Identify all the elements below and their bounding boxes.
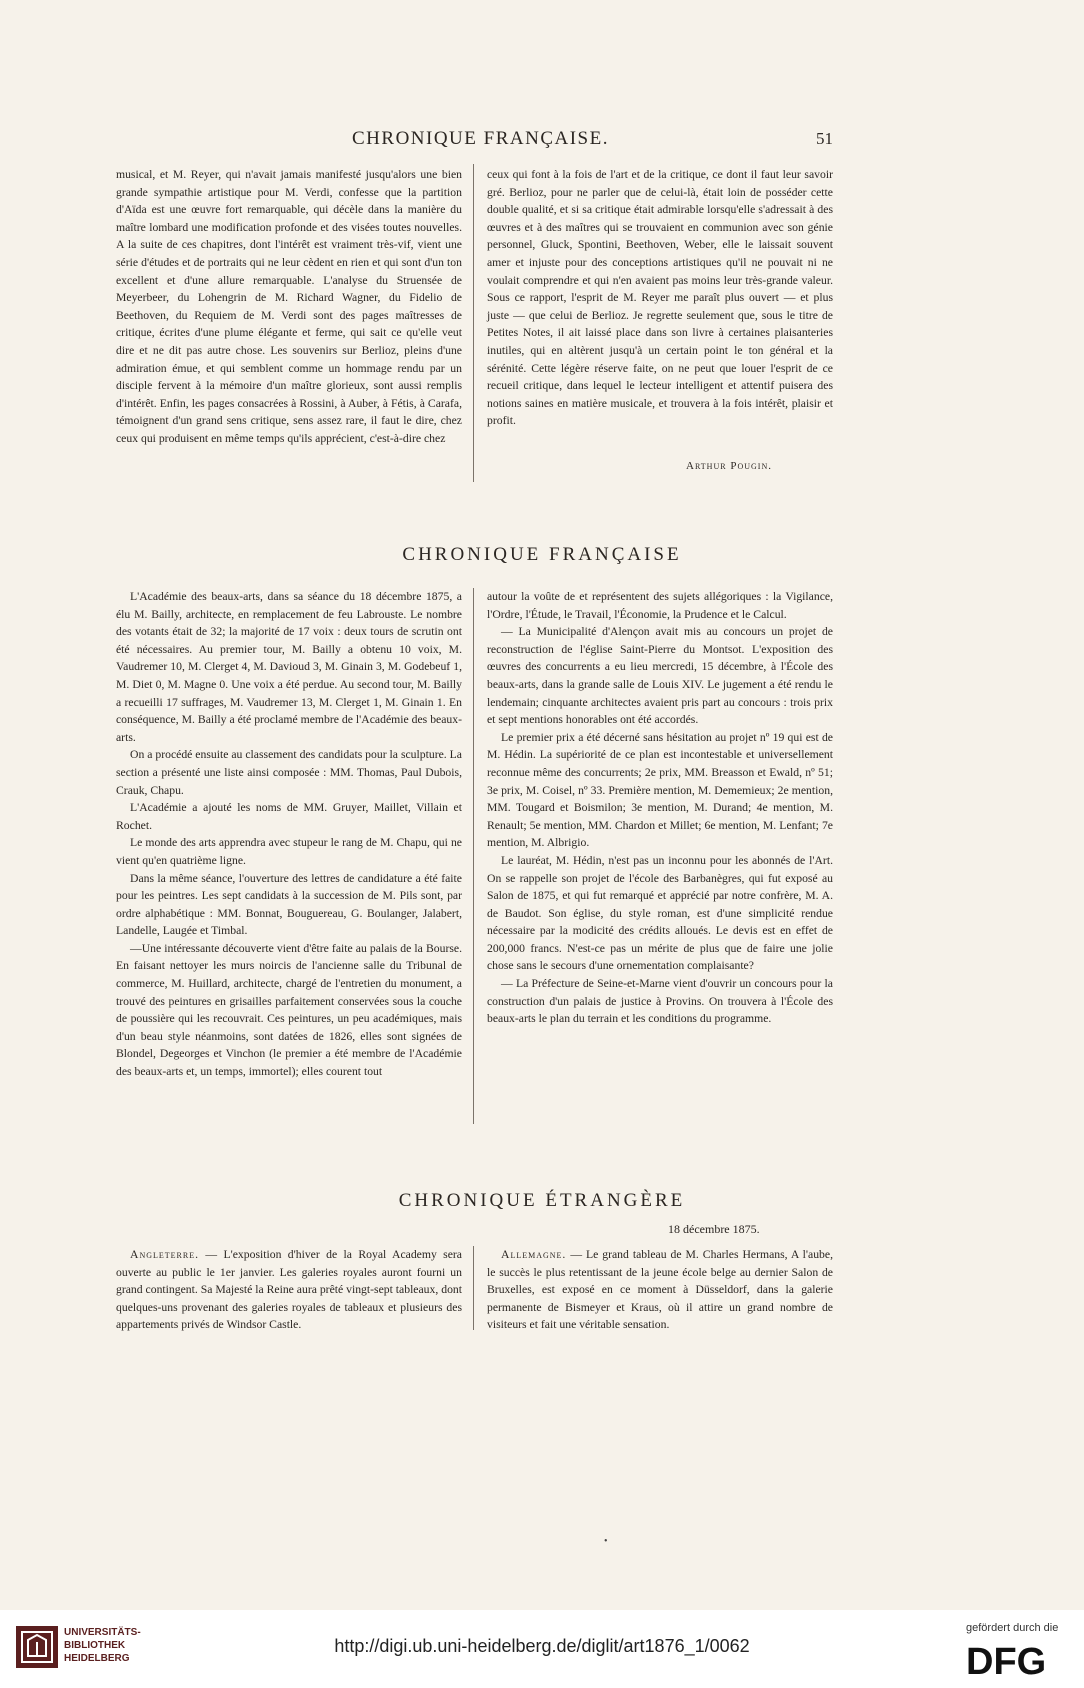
country-lead: Allemagne. xyxy=(501,1248,567,1261)
paragraph: On a procédé ensuite au classement des candidats pour la sculpture. La section a présenté une liste ainsi composée : MM. Thomas, Paul Dubois, Crauk, Chapu. xyxy=(116,748,462,797)
top-right-text: ceux qui font à la fois de l'art et de la critique, ce dont il faut leur savoir gré. Berlioz, pour ne parler que de celui-là, était loin de posséder cette double qualité, et si sa critique était admirable lorsqu'elle s'adressait à des œuvres et à des maîtres qui se trouvaient en communion avec son génie personnel, Gluck, Spontini, Beethoven, Weber, elle le laissait souvent amer et injuste pour des conceptions artistiques qu'il ne pouvait ni ne voulait comprendre et qui n'en avaient pas moins leur très-grande valeur. Sous ce rapport, l'esprit de M. Reyer me paraît plus ouvert — et plus juste — que celui de Berlioz. Je regrette seulement que, sous le titre de Petites Notes, il ait laissé place dans son livre à certaines plaisanteries inutiles, qui en altèrent jusqu'à un certain point le ton général et la sérénité. Cette légère réserve faite, on ne peut que louer l'esprit de ce recueil critique, dans lequel le lecteur intelligent et attentif puisera des notions saines en matière musicale, et trouvera à la fois intérêt, plaisir et profit. xyxy=(487,168,833,428)
paragraph-text: — L'exposition d'hiver de la Royal Academy sera ouverte au public le 1er janvier. Les galeries royales auront fourni un grand contingent. Sa Majesté la Reine aura prêté vingt-sept tableaux, dont quelques-uns provenant des galeries royales de tableaux et plusieurs des appartements privés de Windsor Castle. xyxy=(116,1248,462,1332)
digitization-footer xyxy=(0,1610,1084,1688)
paragraph: L'Académie des beaux-arts, dans sa séance du 18 décembre 1875, a élu M. Bailly, architecte, en remplacement de feu Labrouste. Le nombre des votants était de 32; la majorité de 17 voix : deux tours de scrutin ont été nécessaires. Au premier tour, M. Bailly a obtenu 10 voix, M. Vaudremer 10, M. Clerget 4, M. Davioud 3, M. Ginain 3, M. Godebeuf 1, M. Diet 0, M. Magne 0. Une voix a été perdue. Au second tour, M. Bailly a recueilli 17 suffrages, M. Vaudremer 13, M. Clerget 1, M. Ginain 1. En conséquence, M. Bailly a été proclamé membre de l'Académie des beaux-arts. xyxy=(116,590,462,744)
paragraph: Le lauréat, M. Hédin, n'est pas un inconnu pour les abonnés de l'Art. On se rappelle son projet de l'école des Barbanègres, qui fut exposé au Salon de 1875, et qui fut remarqué et apprécié par notre confrère, M. A. de Baudot. Son église, du style roman, est d'une simplicité rendue nécessaire par la modicité des crédits alloués. Le devis est en effet de 200,000 francs. N'est-ce pas un mérite de plus que de faire une jolie chose sans le secours d'une ornementation complaisante? xyxy=(487,853,833,973)
paragraph: — La Municipalité d'Alençon avait mis au concours un projet de reconstruction de l'église Saint-Pierre du Montsot. L'exposition des œuvres des concurrents a eu lieu mercredi, 15 décembre, à l'École des beaux-arts, dans la grande salle de Louis XIV. Le jugement a été rendu le lendemain; cinquante architectes avaient pris part au concours : trois prix et sept mentions honorables ont été accordés. xyxy=(487,625,833,727)
paragraph xyxy=(487,1246,833,1334)
country-lead: Angleterre. xyxy=(130,1248,200,1261)
etrangere-left-column xyxy=(116,1246,462,1334)
library-line: HEIDELBERG xyxy=(64,1653,130,1664)
paragraph-text: — Le grand tableau de M. Charles Hermans, A l'aube, le succès le plus retentissant de la jeune école belge au dernier Salon de Bruxelles, est exposé en ce moment à Düsseldorf, dans la galerie permanente de Bismeyer et Kraus, où il attire un grand nombre de visiteurs et fait une véritable sensation. xyxy=(487,1248,833,1332)
top-left-text: musical, et M. Reyer, qui n'avait jamais manifesté jusqu'alors une bien grande sympathie artistique pour M. Verdi, confesse que la partition d'Aïda est une œuvre fort remarquable, qui décèle dans la manière du maître lombard une modification profonde et des visées toutes nouvelles. A la suite de ces chapitres, dont l'intérêt est vraiment très-vif, vient une série d'études et de portraits qui ne leur cèdent en rien et qui sont d'un ton excellent et d'une allure remarquable. L'analyse du Struensée de Meyerbeer, du Lohengrin de M. Richard Wagner, du Fidelio de Beethoven, du Requiem de M. Verdi sont des pages maîtresses de critique, écrites d'une plume élégante et ferme, qui sait ce qu'elle veut dire et ne dit pas autre chose. Les souvenirs sur Berlioz, pleins d'une admiration émue, et qui semblent comme un hommage rendu par un disciple fervent à la mémoire d'un maître glorieux, sont aussi remplis d'intérêt. Enfin, les pages consacrées à Rossini, à Auber, à Fétis, à Carafa, témoignent d'un grand sens critique, sens assez rare, il faut le dire, chez ceux qui produisent en même temps qu'ils apprécient, c'est-à-dire chez xyxy=(116,168,462,445)
dfg-logo-text: DFG xyxy=(966,1641,1047,1680)
paragraph: Le monde des arts apprendra avec stupeur le rang de M. Chapu, qui ne vient qu'en quatrième ligne. xyxy=(116,836,462,867)
paragraph: Dans la même séance, l'ouverture des lettres de candidature a été faite pour les peintres. Les sept candidats à la succession de M. Pils sont, par ordre alphabétique : MM. Bonnat, Bouguereau, G. Boulanger, Jalabert, Landelle, Laugée et Timbal. xyxy=(116,871,462,938)
top-left-column xyxy=(116,166,462,448)
paragraph: Le premier prix a été décerné sans hésitation au projet nº 19 qui est de M. Hédin. La supériorité de ce plan est incontestable et universellement reconnue même des concurrents; 2e prix, MM. Breasson et Ewald, nº 51; 3e prix, M. Coisel, nº 33. Première mention, M. Dememieux; 2e mention, MM. Tougard et Boismilon; 3e mention, M. Durand; 4e mention, M. Renault; 5e mention, MM. Chardon et Millet; 6e mention, M. Lenfant; 7e mention, M. Albrigio. xyxy=(487,730,833,850)
library-line: UNIVERSITÄTS- xyxy=(64,1627,141,1638)
running-title: CHRONIQUE FRANÇAISE. xyxy=(352,128,609,149)
page-number: 51 xyxy=(816,129,833,148)
paragraph xyxy=(116,1246,462,1334)
paragraph: L'Académie a ajouté les noms de MM. Gruyer, Maillet, Villain et Rochet. xyxy=(116,801,462,832)
dfg-logo-icon xyxy=(964,1640,1074,1680)
paragraph: autour la voûte de et représentent des sujets allégoriques : la Vigilance, l'Ordre, l'Étude, le Travail, l'Économie, la Prudence et le Calcul. xyxy=(487,590,833,621)
running-head xyxy=(0,128,1084,152)
paragraph: — La Préfecture de Seine-et-Marne vient d'ouvrir un concours pour la construction d'un palais de justice à Provins. On trouvera à l'École des beaux-arts le plan du terrain et les conditions du programme. xyxy=(487,977,833,1026)
francaise-left-column xyxy=(116,588,462,1081)
top-right-column xyxy=(487,166,833,430)
ink-speck: • xyxy=(604,1536,608,1547)
permalink-url[interactable]: http://digi.ub.uni-heidelberg.de/diglit/art1876_1/0062 xyxy=(334,1636,750,1656)
column-divider xyxy=(473,1246,474,1330)
column-divider xyxy=(473,588,474,1124)
francaise-right-column xyxy=(487,588,833,1028)
dateline: 18 décembre 1875. xyxy=(668,1222,760,1236)
library-line: BIBLIOTHEK xyxy=(64,1640,126,1651)
funded-by-label: gefördert durch die xyxy=(966,1622,1059,1634)
column-divider xyxy=(473,164,474,482)
section-title-etrangere: CHRONIQUE ÉTRANGÈRE xyxy=(398,1190,686,1211)
author-signature: Arthur Pougin. xyxy=(686,460,772,472)
section-title-francaise: CHRONIQUE FRANÇAISE xyxy=(402,544,682,565)
paragraph: —Une intéressante découverte vient d'être faite au palais de la Bourse. En faisant nettoyer les murs noircis de l'ancienne salle du Tribunal de commerce, M. Huillard, architecte, chargé de l'entretien du monument, a trouvé des peintures en grisailles parfaitement conservées sous la couche de poussière qui les recouvrait. Ces peintures, un peu académiques, mais d'un beau style néanmoins, sont datées de 1826, elles sont signées de Blondel, Degeorges et Vinchon (le premier a été membre de l'Académie des beaux-arts et, un temps, immortel); elles courent tout xyxy=(116,941,462,1079)
etrangere-right-column xyxy=(487,1246,833,1334)
